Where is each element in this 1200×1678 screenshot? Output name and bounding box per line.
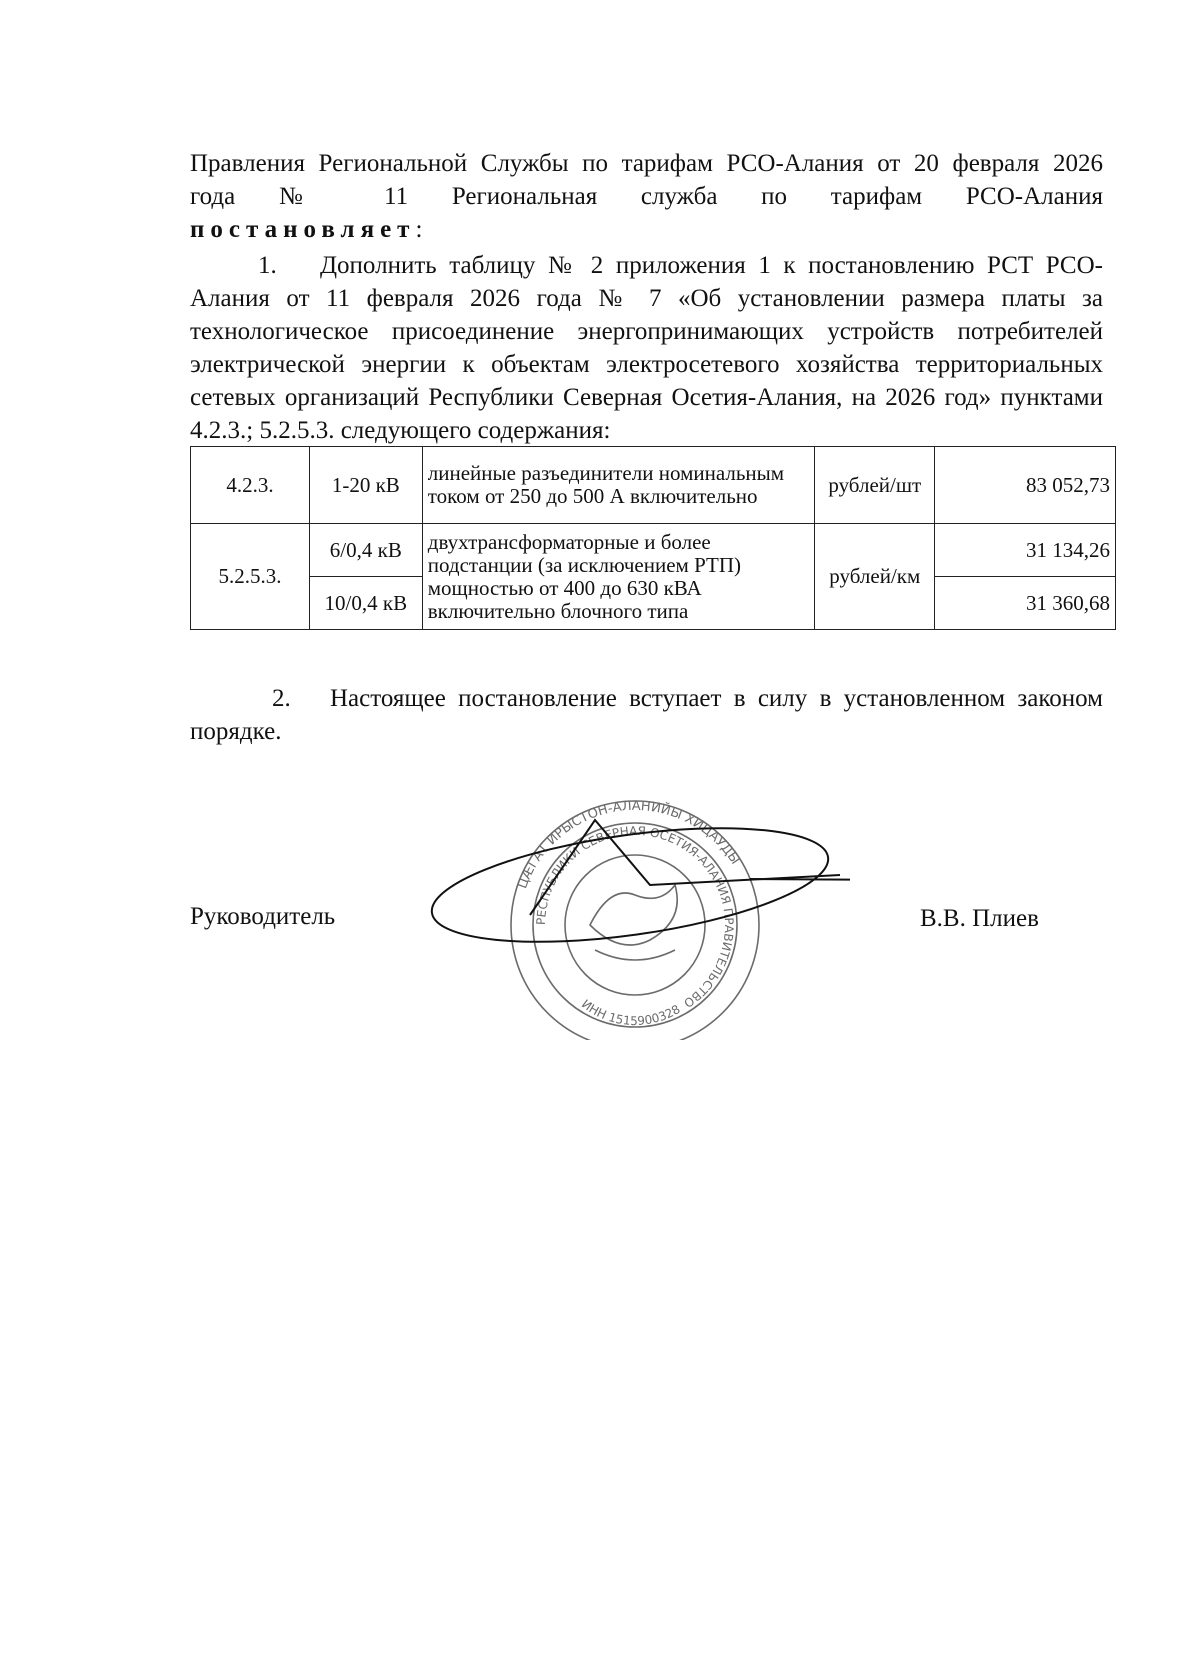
intro-paragraph: [190, 147, 1103, 246]
row-description: линейные разъединители номинальным током от 250 до 500 А включительно: [422, 447, 815, 524]
seal-outer-text: ЦÆГАТ ИРЫСТОН-АЛАНИЙЫ ХИЦАУДЫ: [515, 798, 743, 891]
row-unit: рублей/км: [815, 524, 935, 630]
intro-line-1: Правления Региональной Службы по тарифам РСО-Алания от 20 февраля 2026: [190, 150, 1103, 177]
item-2-number: 2.: [272, 685, 291, 712]
signer-title: Руководитель: [190, 903, 336, 930]
item-2-text: Настоящее постановление вступает в силу в установленном законом порядке.: [190, 685, 1103, 745]
table-row: [191, 524, 1116, 577]
signer-name: В.В. Плиев: [920, 905, 1039, 932]
row-value: 31 360,68: [935, 577, 1116, 630]
seal-emblem-base: [595, 950, 675, 960]
seal-bottom-text: ИНН 1515900328: [578, 996, 683, 1029]
item-1-text: Дополнить таблицу № 2 приложения 1 к постановлению РСТ РСО-Алания от 11 февраля 2026 года № 7 «Об установлении размера платы за технологическое присоединение энергопринимающих устройств потребителей электрической энергии к объектам электросетевого хозяйства территориальных сетевых организаций Республики Северная Осетия-Алания, на 2026 год» пунктами 4.2.3.; 5.2.5.3. следующего содержания:: [190, 252, 1103, 444]
row-code: 4.2.3.: [191, 447, 310, 524]
official-seal-and-signature: [420, 790, 850, 1040]
decree-word: постановляет: [190, 216, 416, 243]
row-code: 5.2.5.3.: [191, 524, 310, 630]
decree-line: [190, 213, 1103, 246]
row-voltage: 6/0,4 кВ: [309, 524, 422, 577]
item-1-paragraph: [190, 249, 1103, 447]
seal-lettering: [515, 799, 742, 1028]
decree-colon: :: [415, 216, 423, 243]
row-voltage: 1-20 кВ: [309, 447, 422, 524]
seal-emblem-icon: [590, 885, 677, 945]
row-description: двухтрансформаторные и более подстанции (за исключением РТП) мощностью от 400 до 630 кВА включительно блочного типа: [422, 524, 815, 630]
row-value: 83 052,73: [935, 447, 1116, 524]
tariff-table: [190, 446, 1116, 630]
row-value: 31 134,26: [935, 524, 1116, 577]
item-1-number: 1.: [258, 252, 277, 279]
row-unit: рублей/шт: [815, 447, 935, 524]
seal-inner-text: РЕСПУБЛИКИ СЕВЕРНАЯ ОСЕТИЯ-АЛАНИЯ ПРАВИТЕЛЬСТВО: [533, 823, 737, 1011]
row-voltage: 10/0,4 кВ: [309, 577, 422, 630]
table-row: [191, 447, 1116, 524]
item-2-paragraph: [190, 682, 1103, 748]
seal-center-ring: [565, 855, 705, 995]
signature-stroke: [425, 808, 850, 963]
intro-line-2: года № 11 Региональная служба по тарифам РСО-Алания: [190, 183, 1103, 210]
